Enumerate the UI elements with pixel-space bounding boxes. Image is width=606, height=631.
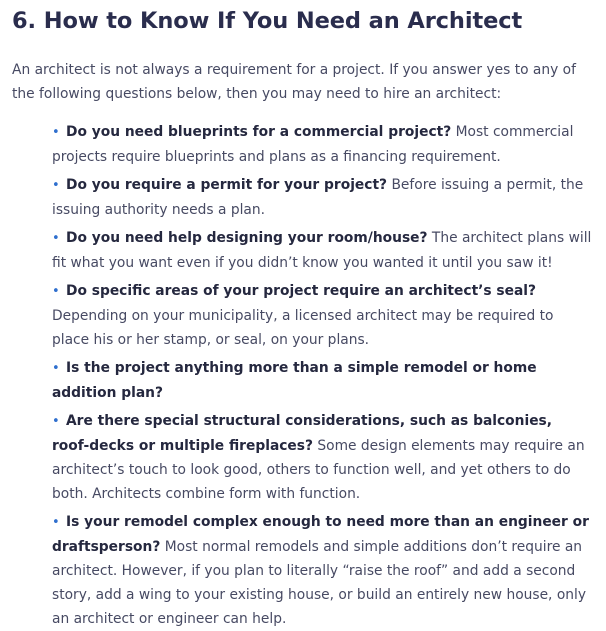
list-item — [52, 173, 594, 222]
question-list — [12, 120, 594, 631]
bullet-icon: • — [52, 284, 60, 299]
question-text: Do specific areas of your project require an architect’s seal? — [66, 283, 537, 299]
answer-text: Most commercial projects require blueprints and plans as a financing requirement. — [52, 124, 574, 165]
question-text: Is the project anything more than a simple remodel or home addition plan? — [52, 360, 537, 401]
list-item — [52, 510, 594, 631]
question-text: Do you need help designing your room/house? — [66, 230, 428, 246]
list-item — [52, 120, 594, 169]
bullet-icon: • — [52, 178, 60, 193]
bullet-icon: • — [52, 515, 60, 530]
question-text: Do you need blueprints for a commercial project? — [66, 124, 452, 140]
bullet-icon: • — [52, 231, 60, 246]
question-text: Is your remodel complex enough to need more than an engineer or draftsperson? — [52, 514, 589, 555]
answer-text: Most normal remodels and simple additions don’t require an architect. However, if you plan to literally “raise the roof” and add a second story, add a wing to your existing house, or build an entirely new house, only an architect or engineer can help. — [52, 539, 587, 627]
question-text: Do you require a permit for your project? — [66, 177, 388, 193]
answer-text: The architect plans will fit what you want even if you didn’t know you wanted it until you saw it! — [52, 230, 592, 271]
bullet-icon: • — [52, 361, 60, 376]
answer-text: Depending on your municipality, a licensed architect may be required to place his or her stamp, or seal, on your plans. — [52, 308, 554, 348]
question-text: Are there special structural considerations, such as balconies, roof-decks or multiple fireplaces? — [52, 413, 553, 454]
answer-text: Some design elements may require an architect’s touch to look good, others to function well, and yet others to do both. Architects combine form with function. — [52, 438, 585, 502]
list-item — [52, 356, 594, 405]
section-heading: 6. How to Know If You Need an Architect — [12, 8, 523, 34]
answer-text: Before issuing a permit, the issuing authority needs a plan. — [52, 177, 584, 218]
bullet-icon: • — [52, 414, 60, 429]
list-item — [52, 279, 594, 352]
bullet-icon: • — [52, 125, 60, 140]
intro-paragraph: An architect is not always a requirement for a project. If you answer yes to any of the following questions below, then you may need to hire an architect: — [12, 62, 576, 102]
list-item — [52, 226, 594, 275]
list-item — [52, 409, 594, 506]
